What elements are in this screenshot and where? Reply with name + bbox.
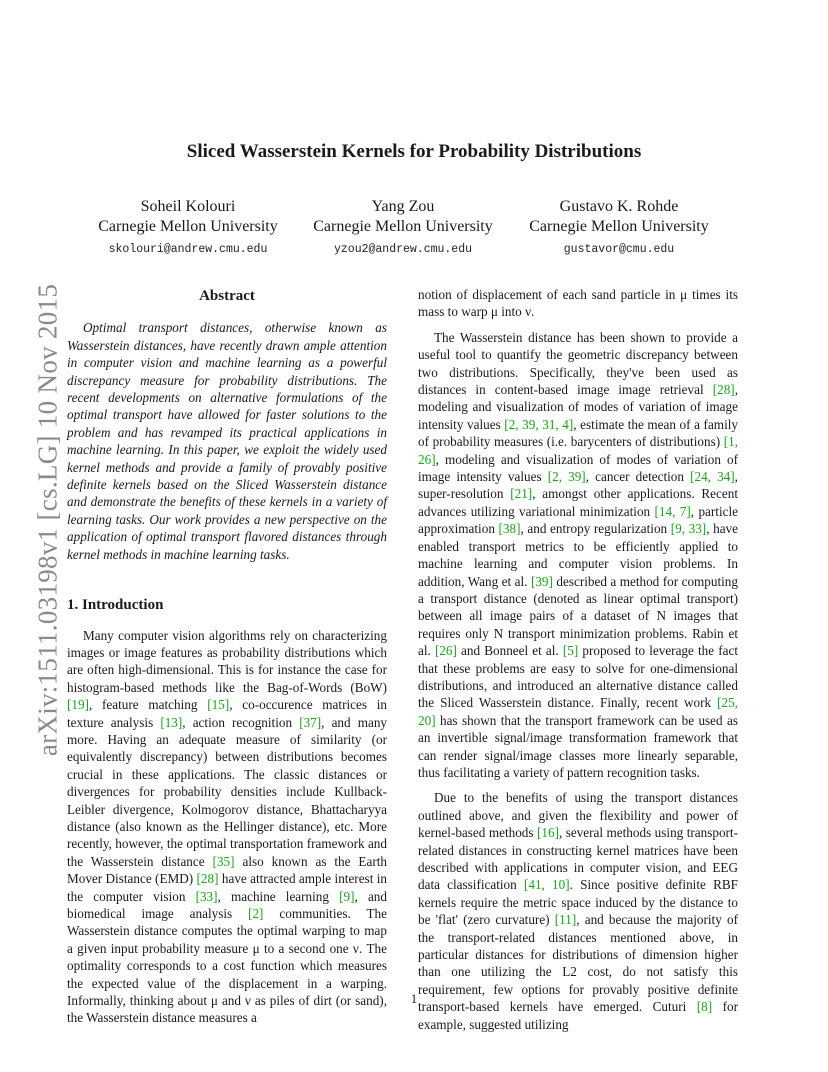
citation-link[interactable]: [39] xyxy=(530,573,553,589)
citation-link[interactable]: [9, 33] xyxy=(670,521,707,537)
paragraph-text: has shown that the transport framework can be used as an invertible signal/image transformation framework that can render signal/image classes more linearly separable, thus facilitating a variety of pattern recognition tasks. xyxy=(418,712,738,780)
citation-link[interactable]: [28] xyxy=(196,871,219,887)
author-email: gustavor@cmu.edu xyxy=(563,243,675,256)
citation-link[interactable]: [38] xyxy=(498,521,521,537)
paragraph-text: . Since positive definite RBF kernels require the metric space induced by the distance to be 'flat' (zero curvature) xyxy=(418,877,738,928)
abstract-text: Optimal transport distances, otherwise known as Wasserstein distances, have recently drawn ample attention in computer vision and machine learning as a powerful discrepancy measure for probability distributions. The recent developments on alternative formulations of the optimal transport have allowed for faster solutions to the problem and has revamped its practical applications in machine learning. In this paper, we exploit the widely used kernel methods and provide a family of provably positive definite kernels based on the Sliced Wasserstein distance and demonstrate the benefits of these kernels in a variety of learning tasks. Our work provides a new perspective on the application of optimal transport flavored distances through kernel methods in machine learning tasks. xyxy=(67,320,387,562)
author-block-1 xyxy=(90,197,286,256)
paragraph-text: have attracted ample interest in the computer vision xyxy=(67,871,387,904)
paragraph-text: , and because the majority of the transport-related distances mentioned above, in particular distances for distributions of dimension higher than one utilizing the L2 cost, do not satisfy this requirement, few options for provably positive definite transport-based kernels have emerged. Cuturi xyxy=(418,912,738,1015)
intro-paragraph xyxy=(67,627,387,1027)
citation-link[interactable]: [2, 39] xyxy=(547,469,586,485)
continued-paragraph: notion of displacement of each sand particle in μ times its mass to warp μ into ν. xyxy=(418,287,738,320)
author-block-2 xyxy=(310,197,496,256)
paragraph-text: also known as the Earth Mover Distance (EMD) xyxy=(67,853,387,887)
paragraph-text: , feature matching xyxy=(88,697,208,713)
left-column xyxy=(67,286,387,1027)
paragraph-text: , and biomedical image analysis xyxy=(67,888,387,921)
paragraph-text: , and many more. Having an adequate measure of similarity (or equivalently discrepancy) between distributions becomes crucial in these applications. The classic distances or divergences for probability densities include Kullback-Leibler divergence, Kolmogorov distance, Bhattacharyya distance (also known as the Hellinger distance), etc. More recently, however, the optimal transportation framework and the Wasserstein distance xyxy=(67,714,388,869)
citation-link[interactable]: [15] xyxy=(207,697,230,713)
author-name: Soheil Kolouri xyxy=(140,198,236,215)
paragraph-text: , have enabled transport metrics to be efficiently applied to machine learning and computer vision problems. In addition, Wang et al. xyxy=(418,521,738,589)
citation-link[interactable]: [2, 39, 31, 4] xyxy=(504,416,574,432)
paragraph-text: , estimate the mean of a family of probability measures (i.e. barycenters of distributions) xyxy=(418,416,738,450)
citation-link[interactable]: [16] xyxy=(536,825,559,841)
citation-link[interactable]: [28] xyxy=(712,382,735,398)
citation-link[interactable]: [9] xyxy=(339,888,355,904)
citation-link[interactable]: [8] xyxy=(696,999,713,1015)
author-affiliation: Carnegie Mellon University xyxy=(529,218,709,235)
paragraph-text: for example, suggested utilizing xyxy=(418,999,738,1032)
wasserstein-paragraph xyxy=(418,329,738,782)
paragraph-text: The Wasserstein distance has been shown to provide a useful tool to quantify the geometric discrepancy between two distributions. Specifically, they've been used as distances in content-based image image retrieval xyxy=(418,329,738,398)
citation-link[interactable]: [1, 26] xyxy=(418,434,738,467)
paragraph-text: and Bonneel et al. xyxy=(456,643,563,659)
introduction-heading: 1. Introduction xyxy=(67,597,164,614)
paragraph-text: , several methods using transport-related distances in constructing kernel matrices have been described with applications in computer vision, and EEG data classification xyxy=(418,825,738,893)
citation-link[interactable]: [24, 34] xyxy=(690,469,735,485)
author-block-3 xyxy=(524,197,714,256)
citation-link[interactable]: [5] xyxy=(562,643,579,659)
abstract-heading: Abstract xyxy=(199,288,255,304)
author-email: yzou2@andrew.cmu.edu xyxy=(333,243,473,256)
author-name: Gustavo K. Rohde xyxy=(559,198,679,215)
paragraph-text: , modeling and visualization of modes of variation of image intensity values xyxy=(418,451,738,485)
paragraph-text: , action recognition xyxy=(182,714,300,730)
paragraph-text: described a method for computing a transport distance (denoted as linear optimal transport) between all image pairs of a dataset of N images that requires only N transport minimization problems. Rabin et al. xyxy=(418,573,738,659)
paragraph-text: , co-occurence matrices in texture analysis xyxy=(67,697,387,730)
citation-link[interactable]: [19] xyxy=(67,697,89,713)
citation-link[interactable]: [37] xyxy=(299,714,322,730)
author-affiliation: Carnegie Mellon University xyxy=(98,218,278,235)
citation-link[interactable]: [11] xyxy=(554,912,577,928)
citation-link[interactable]: [21] xyxy=(510,486,533,502)
citation-link[interactable]: [33] xyxy=(195,888,218,904)
paragraph-text: , cancer detection xyxy=(585,469,691,485)
citation-link[interactable]: [25, 20] xyxy=(418,695,738,728)
paragraph-text: , machine learning xyxy=(217,888,340,904)
author-name: Yang Zou xyxy=(371,198,435,215)
citation-link[interactable]: [35] xyxy=(212,853,235,869)
paragraph-text: , and entropy regularization xyxy=(520,521,671,537)
citation-link[interactable]: [13] xyxy=(160,714,183,730)
paragraph-text: communities. The Wasserstein distance computes the optimal warping to map a given input probability measure μ to a second one ν. The optimality corresponds to a cost function which measures the expected value of the displacement in a warping. Informally, thinking about μ and ν as piles of dirt (or sand), the Wasserstein distance measures a xyxy=(67,906,387,1026)
citation-link[interactable]: [2] xyxy=(248,906,264,921)
author-affiliation: Carnegie Mellon University xyxy=(313,218,493,235)
paragraph-text: , super-resolution xyxy=(418,469,738,502)
page-number: 1 xyxy=(410,991,418,1006)
citation-link[interactable]: [14, 7] xyxy=(654,503,691,519)
arxiv-id: arXiv:1511.03198v1 [cs.LG] 10 Nov 2015 xyxy=(32,283,63,757)
citation-link[interactable]: [26] xyxy=(434,643,457,659)
paragraph-text: Due to the benefits of using the transport distances outlined above, and given the flexibility and power of kernel-based methods xyxy=(418,790,738,841)
paragraph-text: proposed to leverage the fact that these problems are easy to solve for one-dimensional distributions, and introduced an alternative distance called the Sliced Wasserstein distance. Finally, recent work xyxy=(418,643,738,711)
right-column xyxy=(418,286,738,1033)
paragraph-text: , particle approximation xyxy=(418,503,738,537)
paragraph-text: Many computer vision algorithms rely on characterizing images or image features as probability distributions which are often high-dimensional. This is for instance the case for histogram-based methods like the Bag-of-Words (BoW) xyxy=(67,627,387,695)
paragraph-text: , amongst other applications. Recent advances utilizing variational minimization xyxy=(418,486,739,519)
citation-link[interactable]: [41, 10] xyxy=(523,877,570,893)
author-email: skolouri@andrew.cmu.edu xyxy=(108,243,268,256)
paragraph-text: , modeling and visualization of modes of variation of image intensity values xyxy=(418,382,738,432)
paper-title: Sliced Wasserstein Kernels for Probability Distributions xyxy=(186,141,642,162)
